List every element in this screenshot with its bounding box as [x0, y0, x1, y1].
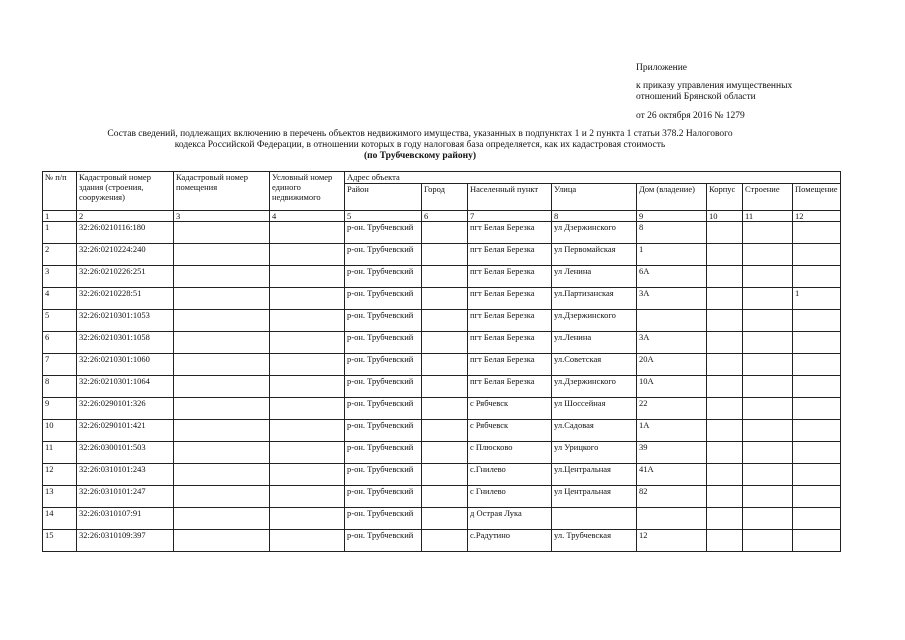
- column-number: 10: [707, 211, 743, 222]
- cell-street: ул.Дзержинского: [552, 376, 637, 398]
- cell-cadastral-building: 32:26:0210224:240: [77, 244, 174, 266]
- column-number: 2: [77, 211, 174, 222]
- header-locality: Населенный пункт: [468, 184, 552, 211]
- cell-locality: с.Гнилево: [468, 464, 552, 486]
- cell-building: [743, 222, 793, 244]
- cell-locality: пгт Белая Березка: [468, 310, 552, 332]
- cell-cadastral-room: [174, 266, 270, 288]
- cell-korpus: [707, 354, 743, 376]
- cell-cadastral-building: 32:26:0210301:1060: [77, 354, 174, 376]
- cell-number: 1: [43, 222, 77, 244]
- cell-street: ул Шоссейная: [552, 398, 637, 420]
- cell-korpus: [707, 530, 743, 552]
- cell-city: [422, 398, 468, 420]
- cell-house: 82: [637, 486, 707, 508]
- column-number: 1: [43, 211, 77, 222]
- cell-korpus: [707, 398, 743, 420]
- cell-house: [637, 310, 707, 332]
- cell-district: р-он. Трубчевский: [345, 266, 422, 288]
- cell-house: 12: [637, 530, 707, 552]
- cell-korpus: [707, 508, 743, 530]
- cell-cadastral-room: [174, 244, 270, 266]
- cell-street: ул. Трубчевская: [552, 530, 637, 552]
- cell-city: [422, 244, 468, 266]
- appendix-date: от 26 октября 2016 № 1279: [636, 111, 745, 121]
- cell-conditional-number: [270, 442, 345, 464]
- cell-building: [743, 442, 793, 464]
- cell-city: [422, 464, 468, 486]
- cell-room: [793, 398, 841, 420]
- table-row: [43, 222, 841, 244]
- cell-street: ул Центральная: [552, 486, 637, 508]
- cell-district: р-он. Трубчевский: [345, 222, 422, 244]
- cell-conditional-number: [270, 530, 345, 552]
- cell-building: [743, 332, 793, 354]
- cell-conditional-number: [270, 266, 345, 288]
- cell-city: [422, 442, 468, 464]
- cell-conditional-number: [270, 310, 345, 332]
- cell-locality: д Острая Лука: [468, 508, 552, 530]
- cell-locality: пгт Белая Березка: [468, 288, 552, 310]
- header-cond-number: Условный номер единого недвижимого: [270, 172, 345, 211]
- cell-cadastral-room: [174, 222, 270, 244]
- cell-house: 22: [637, 398, 707, 420]
- cell-number: 3: [43, 266, 77, 288]
- table-row: [43, 420, 841, 442]
- cell-cadastral-building: 32:26:0310101:247: [77, 486, 174, 508]
- cell-street: ул Дзержинского: [552, 222, 637, 244]
- column-number: 9: [637, 211, 707, 222]
- cell-cadastral-room: [174, 464, 270, 486]
- cell-district: р-он. Трубчевский: [345, 486, 422, 508]
- cell-building: [743, 310, 793, 332]
- cell-building: [743, 288, 793, 310]
- document-heading-line2: кодекса Российской Федерации, в отношении которых в году налоговая база определяется, как их кадастровая стоимость: [174, 140, 666, 150]
- header-cad-room: Кадастровый номер помещения: [174, 172, 270, 211]
- header-district: Район: [345, 184, 422, 211]
- cell-conditional-number: [270, 398, 345, 420]
- cell-cadastral-room: [174, 420, 270, 442]
- cell-district: р-он. Трубчевский: [345, 464, 422, 486]
- cell-cadastral-building: 32:26:0290101:326: [77, 398, 174, 420]
- cell-room: [793, 508, 841, 530]
- cell-korpus: [707, 266, 743, 288]
- cell-locality: пгт Белая Березка: [468, 244, 552, 266]
- cell-conditional-number: [270, 376, 345, 398]
- cell-street: ул.Партизанская: [552, 288, 637, 310]
- cell-building: [743, 530, 793, 552]
- cell-house: 3А: [637, 288, 707, 310]
- cell-street: ул.Дзержинского: [552, 310, 637, 332]
- column-number: 4: [270, 211, 345, 222]
- cell-street: [552, 508, 637, 530]
- cell-locality: пгт Белая Березка: [468, 222, 552, 244]
- cell-house: 1А: [637, 420, 707, 442]
- cell-building: [743, 398, 793, 420]
- cell-cadastral-room: [174, 354, 270, 376]
- table-row: [43, 244, 841, 266]
- cell-building: [743, 420, 793, 442]
- cell-street: ул Первомайская: [552, 244, 637, 266]
- cell-korpus: [707, 464, 743, 486]
- cell-number: 6: [43, 332, 77, 354]
- column-number: 11: [743, 211, 793, 222]
- cell-room: [793, 222, 841, 244]
- cell-street: ул.Садовая: [552, 420, 637, 442]
- cell-district: р-он. Трубчевский: [345, 332, 422, 354]
- cell-cadastral-building: 32:26:0210301:1053: [77, 310, 174, 332]
- cell-house: 10А: [637, 376, 707, 398]
- cell-conditional-number: [270, 332, 345, 354]
- cell-room: [793, 376, 841, 398]
- cell-korpus: [707, 310, 743, 332]
- cell-conditional-number: [270, 222, 345, 244]
- cell-cadastral-room: [174, 332, 270, 354]
- cell-city: [422, 420, 468, 442]
- cell-cadastral-room: [174, 398, 270, 420]
- cell-conditional-number: [270, 244, 345, 266]
- cell-cadastral-building: 32:26:0210301:1058: [77, 332, 174, 354]
- cell-house: 8: [637, 222, 707, 244]
- cell-korpus: [707, 376, 743, 398]
- cell-conditional-number: [270, 354, 345, 376]
- cell-cadastral-building: 32:26:0300101:503: [77, 442, 174, 464]
- cell-house: 6А: [637, 266, 707, 288]
- table-row: [43, 354, 841, 376]
- cell-room: [793, 266, 841, 288]
- column-number-row: [43, 211, 841, 222]
- table-row: [43, 310, 841, 332]
- column-number: 5: [345, 211, 422, 222]
- table-row: [43, 266, 841, 288]
- cell-number: 7: [43, 354, 77, 376]
- column-number: 6: [422, 211, 468, 222]
- table-row: [43, 530, 841, 552]
- cell-city: [422, 354, 468, 376]
- cell-conditional-number: [270, 464, 345, 486]
- header-building: Строение: [743, 184, 793, 211]
- table-row: [43, 486, 841, 508]
- cell-room: [793, 420, 841, 442]
- column-number: 12: [793, 211, 841, 222]
- cell-street: ул.Центральная: [552, 464, 637, 486]
- cell-house: 1: [637, 244, 707, 266]
- header-street: Улица: [552, 184, 637, 211]
- cell-number: 15: [43, 530, 77, 552]
- document-heading-line1: Состав сведений, подлежащих включению в перечень объектов недвижимого имущества, указанных в подпунктах 1 и 2 пункта 1 статьи 378.2 Налогового: [107, 129, 733, 139]
- cell-street: ул Ленина: [552, 266, 637, 288]
- cell-conditional-number: [270, 288, 345, 310]
- table-row: [43, 398, 841, 420]
- cell-city: [422, 266, 468, 288]
- cell-cadastral-room: [174, 486, 270, 508]
- cell-district: р-он. Трубчевский: [345, 376, 422, 398]
- cell-district: р-он. Трубчевский: [345, 530, 422, 552]
- cell-city: [422, 222, 468, 244]
- cell-building: [743, 376, 793, 398]
- cell-city: [422, 288, 468, 310]
- cell-locality: с Рябчевск: [468, 420, 552, 442]
- cell-district: р-он. Трубчевский: [345, 310, 422, 332]
- cell-locality: с Гнилево: [468, 486, 552, 508]
- cell-number: 5: [43, 310, 77, 332]
- header-row-top: [43, 172, 841, 184]
- header-room: Помещение: [793, 184, 841, 211]
- cell-number: 4: [43, 288, 77, 310]
- table-row: [43, 376, 841, 398]
- cell-city: [422, 310, 468, 332]
- cell-locality: пгт Белая Березка: [468, 332, 552, 354]
- cell-city: [422, 486, 468, 508]
- cell-korpus: [707, 332, 743, 354]
- cell-building: [743, 244, 793, 266]
- cell-cadastral-building: 32:26:0210116:180: [77, 222, 174, 244]
- cell-number: 9: [43, 398, 77, 420]
- appendix-order-line1: к приказу управления имущественных: [636, 81, 793, 91]
- document-heading-district: (по Трубчевскому району): [363, 151, 477, 161]
- cell-locality: с Рябчевск: [468, 398, 552, 420]
- cell-cadastral-room: [174, 288, 270, 310]
- cell-cadastral-building: 32:26:0290101:421: [77, 420, 174, 442]
- cell-district: р-он. Трубчевский: [345, 508, 422, 530]
- cell-number: 13: [43, 486, 77, 508]
- cell-district: р-он. Трубчевский: [345, 398, 422, 420]
- header-num: № п/п: [43, 172, 77, 211]
- cell-conditional-number: [270, 420, 345, 442]
- cell-cadastral-room: [174, 530, 270, 552]
- cell-cadastral-building: 32:26:0210228:51: [77, 288, 174, 310]
- header-korpus: Корпус: [707, 184, 743, 211]
- cell-room: [793, 310, 841, 332]
- cell-building: [743, 266, 793, 288]
- cell-house: 3А: [637, 332, 707, 354]
- cell-house: [637, 508, 707, 530]
- cell-house: 41А: [637, 464, 707, 486]
- cell-number: 12: [43, 464, 77, 486]
- cell-room: [793, 244, 841, 266]
- cell-city: [422, 508, 468, 530]
- table-row: [43, 332, 841, 354]
- cell-cadastral-building: 32:26:0210226:251: [77, 266, 174, 288]
- cell-street: ул.Ленина: [552, 332, 637, 354]
- table-row: [43, 508, 841, 530]
- cell-locality: пгт Белая Березка: [468, 376, 552, 398]
- cell-street: ул Урицкого: [552, 442, 637, 464]
- cell-building: [743, 464, 793, 486]
- cell-district: р-он. Трубчевский: [345, 354, 422, 376]
- cell-korpus: [707, 420, 743, 442]
- cell-room: 1: [793, 288, 841, 310]
- cell-room: [793, 442, 841, 464]
- cell-cadastral-room: [174, 442, 270, 464]
- cell-korpus: [707, 442, 743, 464]
- cell-number: 11: [43, 442, 77, 464]
- cell-cadastral-building: 32:26:0310107:91: [77, 508, 174, 530]
- cell-cadastral-room: [174, 376, 270, 398]
- cell-city: [422, 376, 468, 398]
- cell-korpus: [707, 486, 743, 508]
- cell-korpus: [707, 244, 743, 266]
- cell-district: р-он. Трубчевский: [345, 244, 422, 266]
- cell-conditional-number: [270, 508, 345, 530]
- cell-number: 2: [43, 244, 77, 266]
- cell-cadastral-room: [174, 310, 270, 332]
- cell-number: 14: [43, 508, 77, 530]
- cell-locality: с.Радутино: [468, 530, 552, 552]
- appendix-order-line2: отношений Брянской области: [636, 92, 756, 102]
- cell-house: 39: [637, 442, 707, 464]
- cell-korpus: [707, 222, 743, 244]
- column-number: 3: [174, 211, 270, 222]
- cell-room: [793, 464, 841, 486]
- appendix-title: Приложение: [636, 63, 687, 73]
- cell-cadastral-room: [174, 508, 270, 530]
- cell-city: [422, 530, 468, 552]
- cell-cadastral-building: 32:26:0210301:1064: [77, 376, 174, 398]
- cell-room: [793, 486, 841, 508]
- cell-locality: пгт Белая Березка: [468, 266, 552, 288]
- column-number: 8: [552, 211, 637, 222]
- header-cad-building: Кадастровый номер здания (строения, сооружения): [77, 172, 174, 211]
- cell-street: ул.Советская: [552, 354, 637, 376]
- header-address: Адрес объекта: [345, 172, 841, 184]
- header-house: Дом (владение): [637, 184, 707, 211]
- cell-locality: пгт Белая Березка: [468, 354, 552, 376]
- cell-room: [793, 530, 841, 552]
- cell-building: [743, 354, 793, 376]
- cell-conditional-number: [270, 486, 345, 508]
- column-number: 7: [468, 211, 552, 222]
- cell-locality: с Плюсково: [468, 442, 552, 464]
- cell-cadastral-building: 32:26:0310109:397: [77, 530, 174, 552]
- cell-room: [793, 354, 841, 376]
- table-row: [43, 464, 841, 486]
- cell-number: 10: [43, 420, 77, 442]
- cell-number: 8: [43, 376, 77, 398]
- cell-room: [793, 332, 841, 354]
- property-table: [42, 171, 841, 552]
- cell-district: р-он. Трубчевский: [345, 288, 422, 310]
- header-city: Город: [422, 184, 468, 211]
- cell-building: [743, 486, 793, 508]
- cell-district: р-он. Трубчевский: [345, 442, 422, 464]
- cell-cadastral-building: 32:26:0310101:243: [77, 464, 174, 486]
- cell-korpus: [707, 288, 743, 310]
- cell-district: р-он. Трубчевский: [345, 420, 422, 442]
- table-row: [43, 288, 841, 310]
- cell-building: [743, 508, 793, 530]
- cell-city: [422, 332, 468, 354]
- cell-house: 20А: [637, 354, 707, 376]
- table-row: [43, 442, 841, 464]
